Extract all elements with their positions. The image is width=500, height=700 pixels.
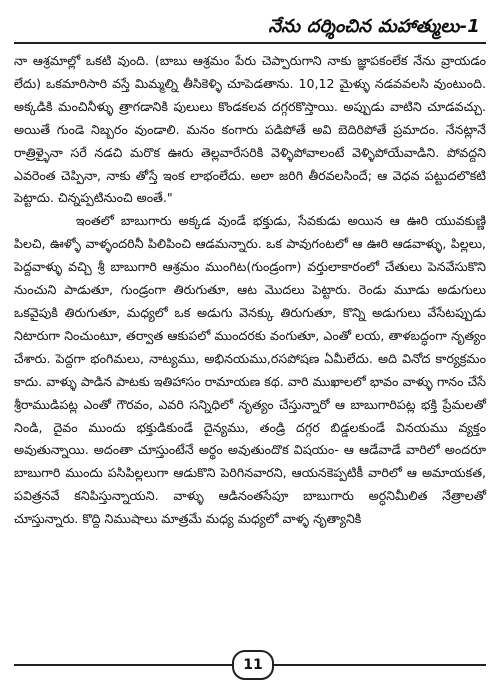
- book-title: నేను దర్శించిన మహాత్ములు-1: [268, 16, 480, 37]
- header-rule: [14, 42, 486, 44]
- page-footer: [14, 650, 486, 682]
- running-header: [14, 14, 486, 44]
- body-text: [14, 50, 486, 531]
- page: [14, 14, 486, 686]
- paragraph-2: ఇంతలో బాబుగారు అక్కడ వుండే భక్తుడు, సేవకుడు అయిన ఆ ఊరి యువకుణ్ణి పిలచి, ఊళ్ళో వాళ్ళందరినీ పిలిపించి ఆడమన్నారు. ఒక పావుగంటలో ఆ ఊరి ఆడవాళ్ళు, పిల్లలు, పెద్దవాళ్ళు వచ్చి శ్రీ బాబుగారి ఆశ్రమం ముంగిట(గుండ్రంగా) వర్తులాకారంలో చేతులు పెనవేసుకొని నుంచుని పాడుతూ, గుండ్రంగా తిరుగుతూ, ఆట మొదలు పెట్టారు. రెండు మూడు అడుగులు ఒకవైపుకి తిరుగుతూ, మధ్యలో ఒక అడుగు వెనక్కు తిరుగుతూ, కొన్ని అడుగులు వేసేటప్పుడు నిటారుగా నించుంటూ, తర్వాత ఆకుపలో ముందరకు వంగుతూ, ఎంతో లయ, తాళబద్ధంగా నృత్యం చేశారు. పెద్దగా భంగిమలు, నాట్యము, అభినయము,రసపోషణ ఏమీలేదు. అది వినోద కార్యక్రమం కాదు. వాళ్ళు పాడిన పాటకు ఇతిహాసం రామాయణ కథ. వారి ముఖాలలో భావం వాళ్ళు గానం చేసే శ్రీరాముడిపట్ల ఎంతో గౌరవం, ఎవరి సన్నిధిలో నృత్యం చేస్తున్నారో ఆ బాబుగారిపట్ల భక్తి ప్రేమలతో నిండి, దైవం ముందు భక్తుడికుండే దైన్యము, తండ్రి దగ్గర బిడ్డలకుండే వినయము వ్యక్తం అవుతున్నాయి. అదంతా చూస్తుంటేనే అర్థం అవుతుందొక విషయం- ఆ ఆడేవాడే వారిలో అందరూ బాబుగారి ముందు పసిపిల్లలుగా ఆడుకొని పెరిగినవారని, ఆయనకెప్పటికీ వారిలో ఆ అమాయకత, పవిత్రనవే కనిపిస్తున్నాయని. వాళ్ళు ఆడినంతసేపూ బాబుగారు అర్ధనిమీలిత నేత్రాలతో చూస్తున్నారు. కొద్ది నిముషాలు మాత్రమే మధ్య మధ్యలో వాళ్ళ నృత్యానికి: [14, 213, 486, 527]
- paragraph-1: నా ఆశ్రమాల్లో ఒకటి వుంది. (బాబు ఆశ్రమం పేరు చెప్పారుగాని నాకు జ్ఞాపకంలేక నేను వ్రాయడం లేదు) ఒకమారిసారి వస్తే మిమ్మల్ని తీసికెళ్ళి చూపెడతాను. 10,12 మైళ్ళు నడవవలసి వుంటుంది. అక్కడికి మంచినీళ్ళు త్రాగడానికి పులులు కొండకలవ దగ్గరకొస్తాయి. అప్పుడు వాటిని చూడవచ్చు. అయితే గుండె నిబ్బరం వుండాలి. మనం కంగారు పడిపోతే అవి బెదిరిపోతే ప్రమాదం. నేనట్లానే రాత్రిళ్ళైనా సరే నడచి మరొక ఊరు తెల్లవారేసరికి వెళ్ళిపోవాలంటే వెళ్ళిపోయేవాడిని. పోవద్దని ఎవరెంత చెప్పినా, నాకు తోస్తే ఇంక లాభంలేదు. అలా జరిగి తీరవలసిందే; ఆ వెధవ పట్టుదలొకటి పెట్టాదు. చిన్నప్పటినుంచి అంతే.": [14, 53, 486, 206]
- page-number: 11: [232, 650, 274, 680]
